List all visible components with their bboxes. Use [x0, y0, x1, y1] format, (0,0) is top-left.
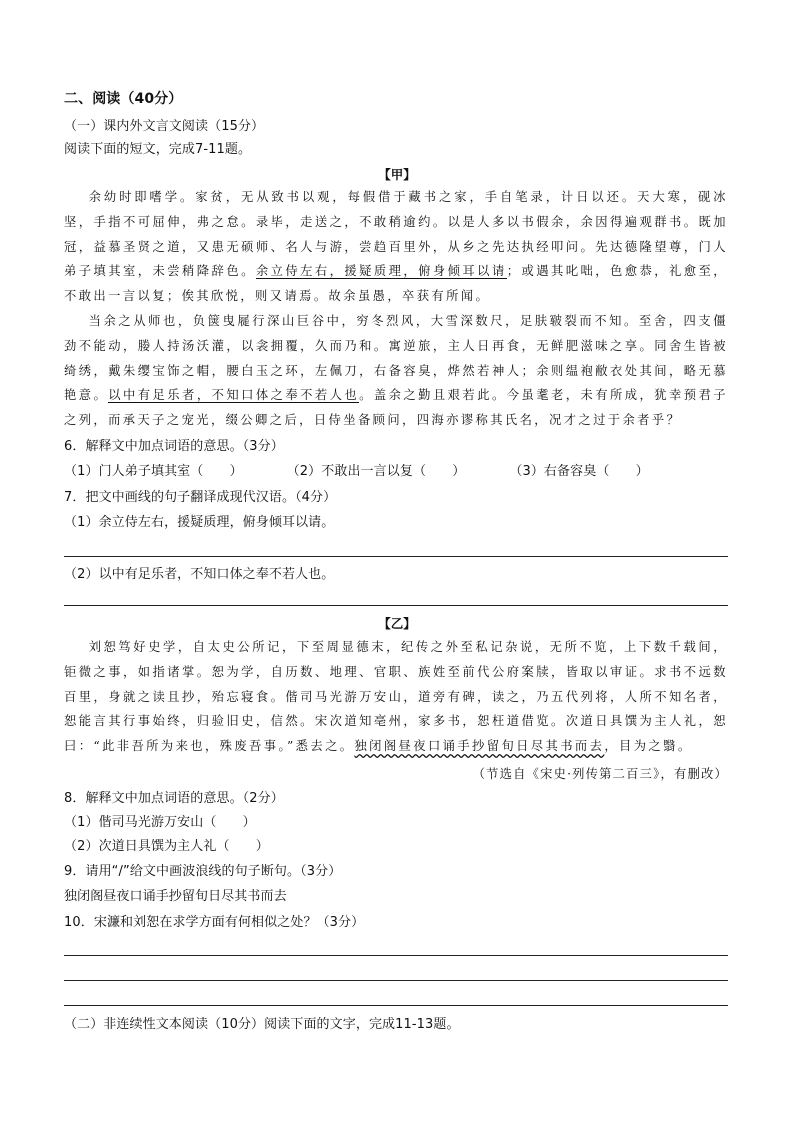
- q6-item-3: （3）右备容臭（ ）: [509, 464, 649, 479]
- answer-line: [64, 556, 728, 557]
- q6-item-1: （1）门人弟子填其室（ ）: [64, 464, 243, 479]
- passage-jia-paragraph-2: [64, 309, 728, 433]
- q7-stem: 7．把文中画线的句子翻译成现代汉语。（4分）: [64, 490, 337, 505]
- section-title: 二、阅读（40分）: [64, 91, 183, 107]
- q7-item-1: （1）余立侍左右，援疑质理，俯身倾耳以请。: [64, 515, 335, 530]
- q8-stem: 8．解释文中加点词语的意思。（2分）: [64, 791, 284, 806]
- passage-jia-p2-underlined: 以中有足乐者，不知口体之奉不若人也: [108, 388, 360, 403]
- passage-yi-paragraph-1: [64, 635, 728, 759]
- q10-stem: 10．宋濂和刘恕在求学方面有何相似之处？（3分）: [64, 915, 365, 930]
- passage-yi-text-a: 刘恕笃好史学，自太史公所记，下至周显德末，纪传之外至私记杂说，无所不览，上下数千载间，钜微之事，如指诸掌。恕为学，自历数、地理、官职、族姓至前代公府案牍，皆取以审证。求书不远数百里，身就之读且抄，殆忘寝食。偕司马光游万安山，道旁有碑，读之，乃五代列将，人所不知名者，恕能言其行事始终，归验旧史，信然。宋次道知亳州，家多书，恕枉道借览。次道日具馔为主人礼，恕曰：“此非吾所为来也，殊废吾事。”悉去之。: [64, 640, 728, 754]
- answer-line: [64, 955, 728, 956]
- answer-line: [64, 605, 728, 606]
- q8-item-1: （1）偕司马光游万安山（ ）: [64, 815, 256, 830]
- passage-jia-p1-underlined: 余立侍左右，援疑质理，俯身倾耳以请: [255, 264, 507, 279]
- answer-line: [64, 980, 728, 981]
- answer-line: [64, 1005, 728, 1006]
- part1-title: （一）课内外文言文阅读（15分）: [64, 119, 265, 134]
- passage-jia-paragraph-1: [64, 185, 728, 309]
- q6-items: [64, 463, 649, 481]
- part2-title: （二）非连续性文本阅读（10分）阅读下面的文字，完成11-13题。: [64, 1017, 460, 1032]
- q7-item-2: （2）以中有足乐者，不知口体之奉不若人也。: [64, 567, 335, 582]
- passage-jia-p2-text-a: 当余之从师也，负箧曳屣行深山巨谷中，穷冬烈风，大雪深数尺，足肤皲裂而不知。至舍，四支僵劲不能动，媵人持汤沃灌，以衾拥覆，久而乃和。寓逆旅，主人日再食，无鲜肥滋味之享。同舍生皆被绮绣，戴朱缨宝饰之帽，腰白玉之环，左佩刀，右备容臭，烨然若神人；余则缊袍敝衣处其间，略无慕艳意。: [64, 313, 728, 403]
- passage-jia: [64, 185, 728, 433]
- passage-jia-p1-text-a: 余幼时即嗜学。家贫，无从致书以观，每假借于藏书之家，手自笔录，计日以还。天大寒，砚冰坚，手指不可屈伸，弗之怠。录毕，走送之，不敢稍逾约。以是人多以书假余，余因得遍观群书。既加冠，益慕圣贤之道，又患无硕师、名人与游，尝趋百里外，从乡之先达执经叩问。先达德隆望尊，门人弟子填其室，未尝稍降辞色。: [64, 190, 728, 279]
- passage-yi: [64, 635, 728, 759]
- q9-stem: 9．请用“/”给文中画波浪线的句子断句。（3分）: [64, 864, 342, 879]
- part1-instruction: 阅读下面的短文，完成7-11题。: [64, 142, 252, 157]
- q6-stem: 6．解释文中加点词语的意思。（3分）: [64, 439, 284, 454]
- q8-item-2: （2）次道日具馔为主人礼（ ）: [64, 839, 269, 854]
- passage-yi-wavy-sentence: 独闭阁昼夜口诵手抄留旬日尽其书而去: [354, 739, 605, 754]
- passage-yi-label: 【乙】: [378, 616, 416, 631]
- passage-jia-p1-text-b: ；或遇其叱咄，色愈恭，礼愈至，不敢出一言以复；俟其欣悦，则又请焉。故余虽愚，卒获有所闻。: [64, 264, 728, 304]
- passage-jia-p2-text-b: 。盖余之勤且艰若此。今虽耄老，未有所成，犹幸预君子之列，而承天子之宠光，缀公卿之后，日侍坐备顾问，四海亦谬称其氏名，况才之过于余者乎？: [64, 388, 728, 428]
- q6-item-2: （2）不敢出一言以复（ ）: [286, 464, 466, 479]
- passage-yi-text-b: ，目为之翳。: [604, 739, 693, 754]
- passage-jia-label: 【甲】: [378, 167, 416, 182]
- q9-sentence: 独闭阁昼夜口诵手抄留旬日尽其书而去: [64, 889, 287, 904]
- passage-yi-source: （节选自《宋史·列传第二百三》，有删改）: [472, 767, 728, 781]
